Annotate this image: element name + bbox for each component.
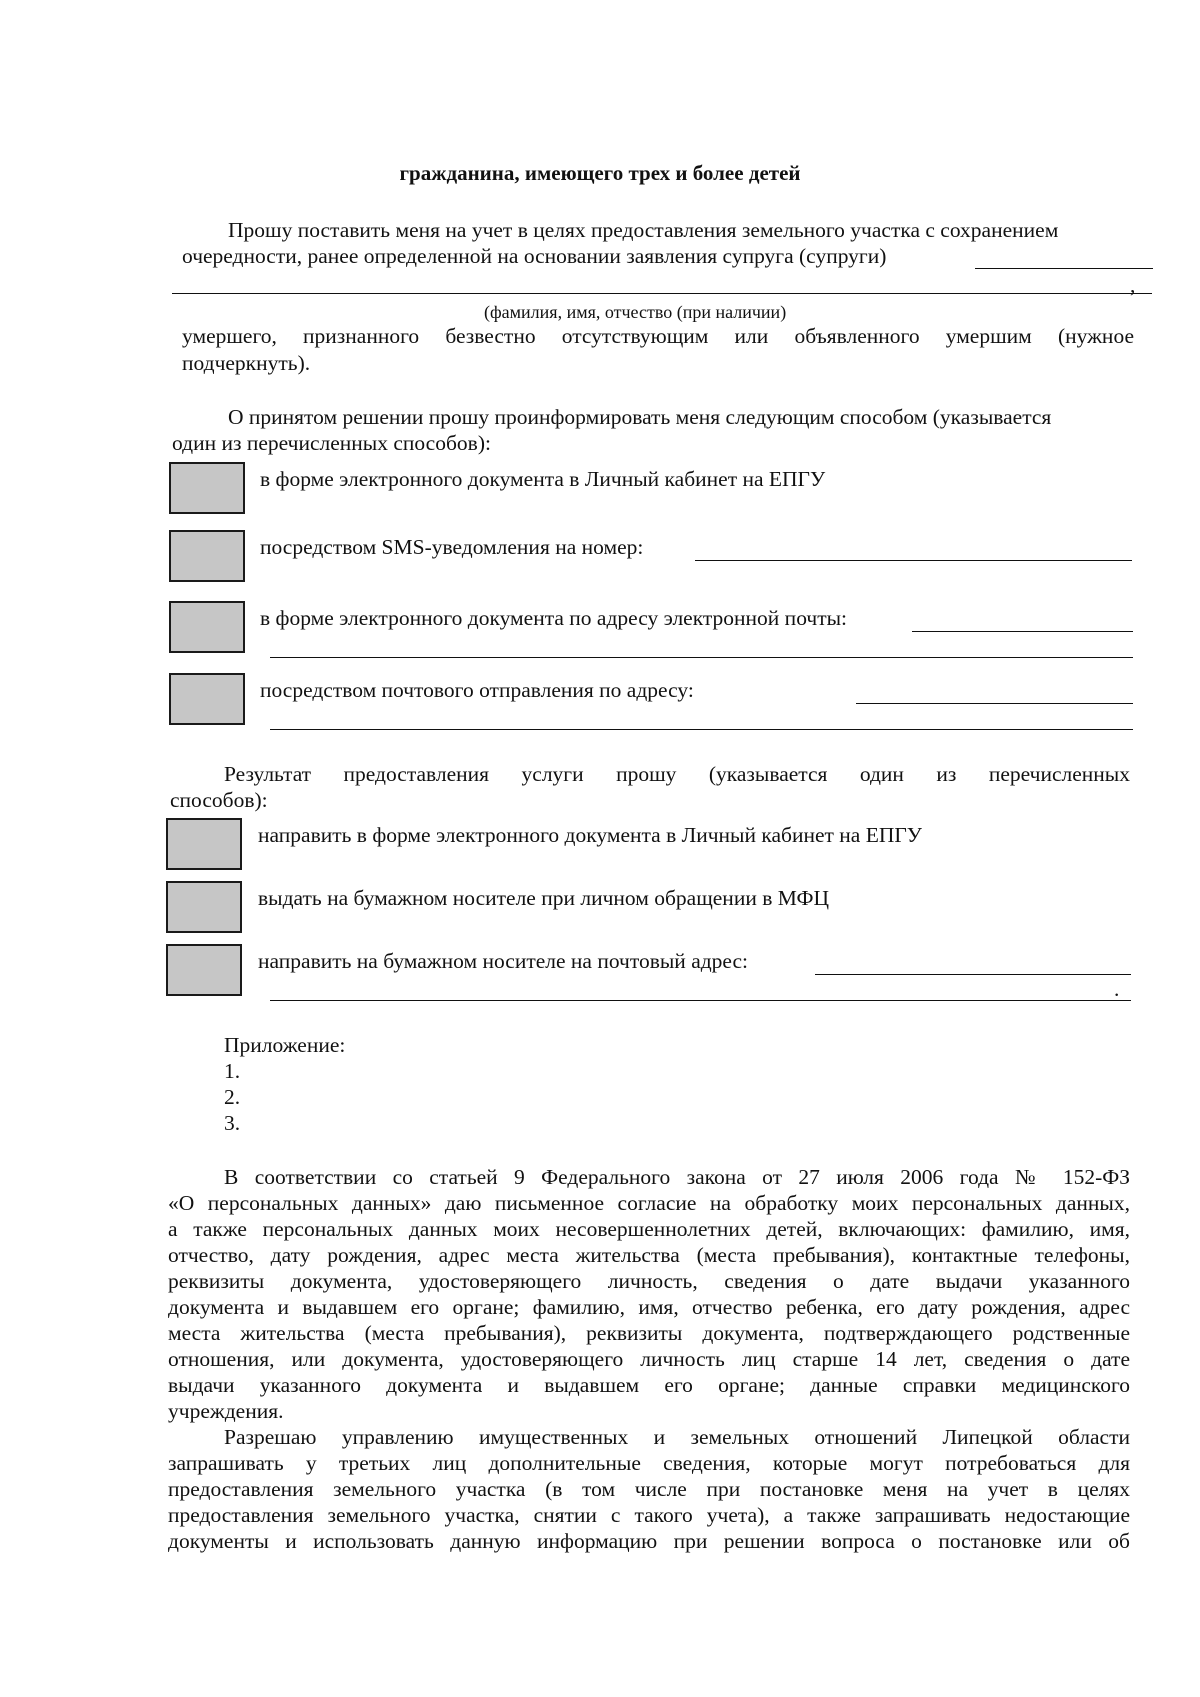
postal-address-field[interactable] xyxy=(856,703,1133,704)
result-postal-address-field-line-2[interactable] xyxy=(270,1000,1131,1001)
page-title: гражданина, имеющего трех и более детей xyxy=(399,161,801,185)
attachment-item: 1. xyxy=(224,1059,241,1083)
email-field-line-2[interactable] xyxy=(270,657,1133,658)
consent-line: учреждения. xyxy=(168,1399,284,1423)
attachments-label: Приложение: xyxy=(224,1033,346,1057)
attachment-item: 2. xyxy=(224,1085,241,1109)
result-option-mfc: выдать на бумажном носителе при личном обращении в МФЦ xyxy=(258,886,830,910)
permission-line: Разрешаю управлению имущественных и земельных отношений Липецкой области xyxy=(224,1425,1130,1449)
email-field[interactable] xyxy=(912,631,1133,632)
consent-line: выдачи указанного документа и выдавшем его органе; данные справки медицинского xyxy=(168,1373,1130,1397)
result-postal-address-field[interactable] xyxy=(815,974,1131,975)
inform-sms-checkbox[interactable] xyxy=(169,530,245,582)
inform-post-checkbox[interactable] xyxy=(169,673,245,725)
result-epgu-checkbox[interactable] xyxy=(166,818,242,870)
consent-line: документа и выдавшем его органе; фамилию, имя, отчество ребенка, его дату рождения, адрес xyxy=(168,1295,1130,1319)
consent-line: отчество, дату рождения, адрес места жительства (места пребывания), контактные телефоны, xyxy=(168,1243,1130,1267)
inform-option-sms: посредством SMS-уведомления на номер: xyxy=(260,535,644,559)
spouse-name-field[interactable] xyxy=(975,268,1153,269)
permission-line: предоставления земельного участка (в том числе при постановке меня на учет в целях xyxy=(168,1477,1130,1501)
permission-line: документы и использовать данную информацию при решении вопроса о постановке или об xyxy=(168,1529,1130,1553)
consent-line: В соответствии со статьей 9 Федерального закона от 27 июля 2006 года № 152-ФЗ xyxy=(224,1165,1130,1189)
inform-option-epgu: в форме электронного документа в Личный кабинет на ЕПГУ xyxy=(260,467,826,491)
inform-email-checkbox[interactable] xyxy=(169,601,245,653)
postal-address-field-line-2[interactable] xyxy=(270,729,1133,730)
permission-line: предоставления земельного участка, снятии с такого учета), а также запрашивать недостающие xyxy=(168,1503,1130,1527)
spouse-comma: , xyxy=(1130,273,1136,297)
consent-line: а также персональных данных моих несовершеннолетних детей, включающих: фамилию, имя, xyxy=(168,1217,1130,1241)
inform-option-post: посредством почтового отправления по адресу: xyxy=(260,678,694,702)
request-line-2: очередности, ранее определенной на основании заявления супруга (супруги) xyxy=(182,244,887,268)
consent-line: места жительства (места пребывания), реквизиты документа, подтверждающего родственные xyxy=(168,1321,1130,1345)
result-mfc-checkbox[interactable] xyxy=(166,881,242,933)
consent-line: реквизиты документа, удостоверяющего личность, сведения о дате выдачи указанного xyxy=(168,1269,1130,1293)
request-line-4: подчеркнуть). xyxy=(182,351,311,375)
result-post-checkbox[interactable] xyxy=(166,944,242,996)
request-line-1: Прошу поставить меня на учет в целях предоставления земельного участка с сохранением xyxy=(228,218,1059,242)
request-line-3: умершего, признанного безвестно отсутствующим или объявленного умершим (нужное xyxy=(182,324,1134,348)
result-option-epgu: направить в форме электронного документа в Личный кабинет на ЕПГУ xyxy=(258,823,923,847)
consent-line: отношения, или документа, удостоверяющего личность лиц старше 14 лет, сведения о дате xyxy=(168,1347,1130,1371)
inform-epgu-checkbox[interactable] xyxy=(169,462,245,514)
spouse-fio-field[interactable] xyxy=(172,293,1152,294)
result-option-post: направить на бумажном носителе на почтовый адрес: xyxy=(258,949,749,973)
result-line-2: способов): xyxy=(170,788,268,812)
sms-number-field[interactable] xyxy=(695,560,1132,561)
fio-caption: (фамилия, имя, отчество (при наличии) xyxy=(484,302,787,322)
result-line-1: Результат предоставления услуги прошу (указывается один из перечисленных xyxy=(224,762,1130,786)
inform-line-1: О принятом решении прошу проинформировать меня следующим способом (указывается xyxy=(228,405,1052,429)
inform-option-email: в форме электронного документа по адресу электронной почты: xyxy=(260,606,848,630)
permission-line: запрашивать у третьих лиц дополнительные сведения, которые могут потребоваться для xyxy=(168,1451,1130,1475)
inform-line-2: один из перечисленных способов): xyxy=(172,431,491,455)
consent-line: «О персональных данных» даю письменное согласие на обработку моих персональных данных, xyxy=(168,1191,1130,1215)
attachment-item: 3. xyxy=(224,1111,241,1135)
result-period: . xyxy=(1114,977,1120,1001)
